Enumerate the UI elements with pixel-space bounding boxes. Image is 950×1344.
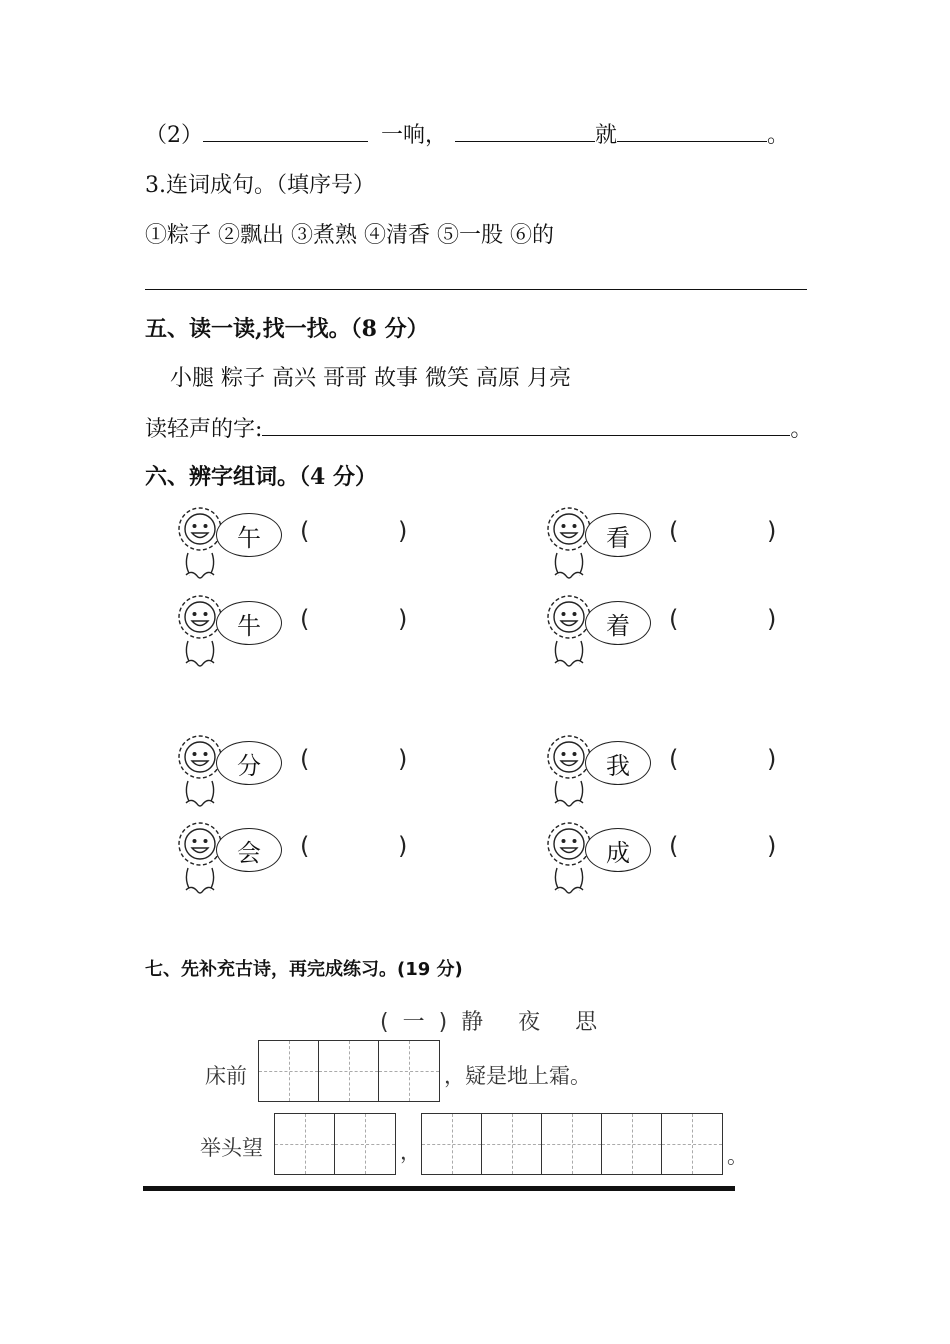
section7-title: 七、先补充古诗，再完成练习。(19 分) (145, 959, 463, 980)
grid-cell[interactable] (379, 1041, 439, 1101)
paren-open: ( (300, 745, 310, 773)
grid-cell[interactable] (259, 1041, 319, 1101)
paren-close: ) (398, 832, 408, 860)
section5-prompt-line (145, 412, 812, 443)
paren-open: ( (669, 832, 679, 860)
paren-close: ) (398, 745, 408, 773)
poem-line2-prefix: 举头望 (200, 1136, 263, 1160)
poem-line2-comma: ， (400, 1140, 421, 1164)
target-character: 着 (585, 601, 651, 645)
paren-open: ( (300, 832, 310, 860)
grid-cell[interactable] (319, 1041, 379, 1101)
grid-cell[interactable] (275, 1114, 335, 1174)
section5-prompt: 读轻声的字: (145, 417, 263, 442)
section5-title: 五、读一读,找一找。（8 分） (145, 316, 429, 342)
target-character: 会 (216, 828, 282, 872)
poem-line1-prefix: 床前 (205, 1064, 247, 1088)
grid-cell[interactable] (542, 1114, 602, 1174)
word-answer-blank[interactable] (685, 611, 761, 641)
paren-open: ( (300, 605, 310, 633)
word-group-item (178, 733, 448, 813)
grid-cell[interactable] (335, 1114, 395, 1174)
word-group-item (547, 733, 817, 813)
section6-title: 六、辨字组词。（4 分） (145, 464, 377, 490)
sunflower-icon (178, 733, 222, 813)
paren-close: ) (767, 745, 777, 773)
word-answer-blank[interactable] (316, 611, 392, 641)
poem-line2-grid-b[interactable] (421, 1113, 723, 1175)
paren-close: ) (398, 517, 408, 545)
word-group-item (547, 593, 817, 673)
paren-open: ( (669, 605, 679, 633)
target-character: 我 (585, 741, 651, 785)
paren-open: ( (300, 517, 310, 545)
section5-end: 。 (790, 417, 813, 442)
section5-blank[interactable] (262, 415, 790, 436)
sunflower-icon (547, 733, 591, 813)
bottom-rule (143, 1186, 735, 1191)
word-answer-blank[interactable] (316, 751, 392, 781)
sunflower-icon (178, 820, 222, 900)
q3-title: 3.连词成句。（填序号） (145, 173, 375, 198)
poem-title: (一)静 夜 思 (380, 1010, 612, 1035)
target-character: 成 (585, 828, 651, 872)
grid-cell[interactable] (422, 1114, 482, 1174)
target-character: 分 (216, 741, 282, 785)
poem-line2-grid-a[interactable] (274, 1113, 396, 1175)
word-answer-blank[interactable] (685, 838, 761, 868)
sunflower-icon (547, 593, 591, 673)
sunflower-icon (547, 505, 591, 585)
target-character: 看 (585, 513, 651, 557)
word-group-item (547, 505, 817, 585)
target-character: 午 (216, 513, 282, 557)
word-answer-blank[interactable] (685, 523, 761, 553)
q2-line (145, 118, 789, 149)
q2-blank-1[interactable] (203, 121, 368, 142)
poem-line1-grid[interactable] (258, 1040, 440, 1102)
q3-answer-line[interactable] (145, 289, 807, 290)
grid-cell[interactable] (602, 1114, 662, 1174)
poem-line2-period: 。 (727, 1144, 748, 1168)
target-character: 牛 (216, 601, 282, 645)
poem-line1-suffix: ，疑是地上霜。 (444, 1064, 591, 1088)
q2-blank-3[interactable] (617, 121, 767, 142)
q3-options: ①粽子 ②飘出 ③煮熟 ④清香 ⑤一股 ⑥的 (145, 223, 554, 248)
paren-close: ) (767, 605, 777, 633)
q2-blank-2[interactable] (455, 121, 595, 142)
sunflower-icon (547, 820, 591, 900)
paren-open: ( (669, 517, 679, 545)
word-group-item (178, 820, 448, 900)
q2-jiu: 就 (595, 123, 618, 148)
section5-words: 小腿 粽子 高兴 哥哥 故事 微笑 高原 月亮 (170, 366, 571, 391)
paren-open: ( (669, 745, 679, 773)
paren-close: ) (767, 832, 777, 860)
q2-end: 。 (767, 123, 790, 148)
paren-close: ) (767, 517, 777, 545)
word-group-item (178, 505, 448, 585)
grid-cell[interactable] (482, 1114, 542, 1174)
word-answer-blank[interactable] (316, 838, 392, 868)
word-answer-blank[interactable] (685, 751, 761, 781)
word-group-item (547, 820, 817, 900)
grid-cell[interactable] (662, 1114, 722, 1174)
q2-mid: 一响， (381, 123, 448, 148)
sunflower-icon (178, 593, 222, 673)
q2-prefix: （2） (145, 123, 203, 148)
word-answer-blank[interactable] (316, 523, 392, 553)
sunflower-icon (178, 505, 222, 585)
word-group-item (178, 593, 448, 673)
paren-close: ) (398, 605, 408, 633)
